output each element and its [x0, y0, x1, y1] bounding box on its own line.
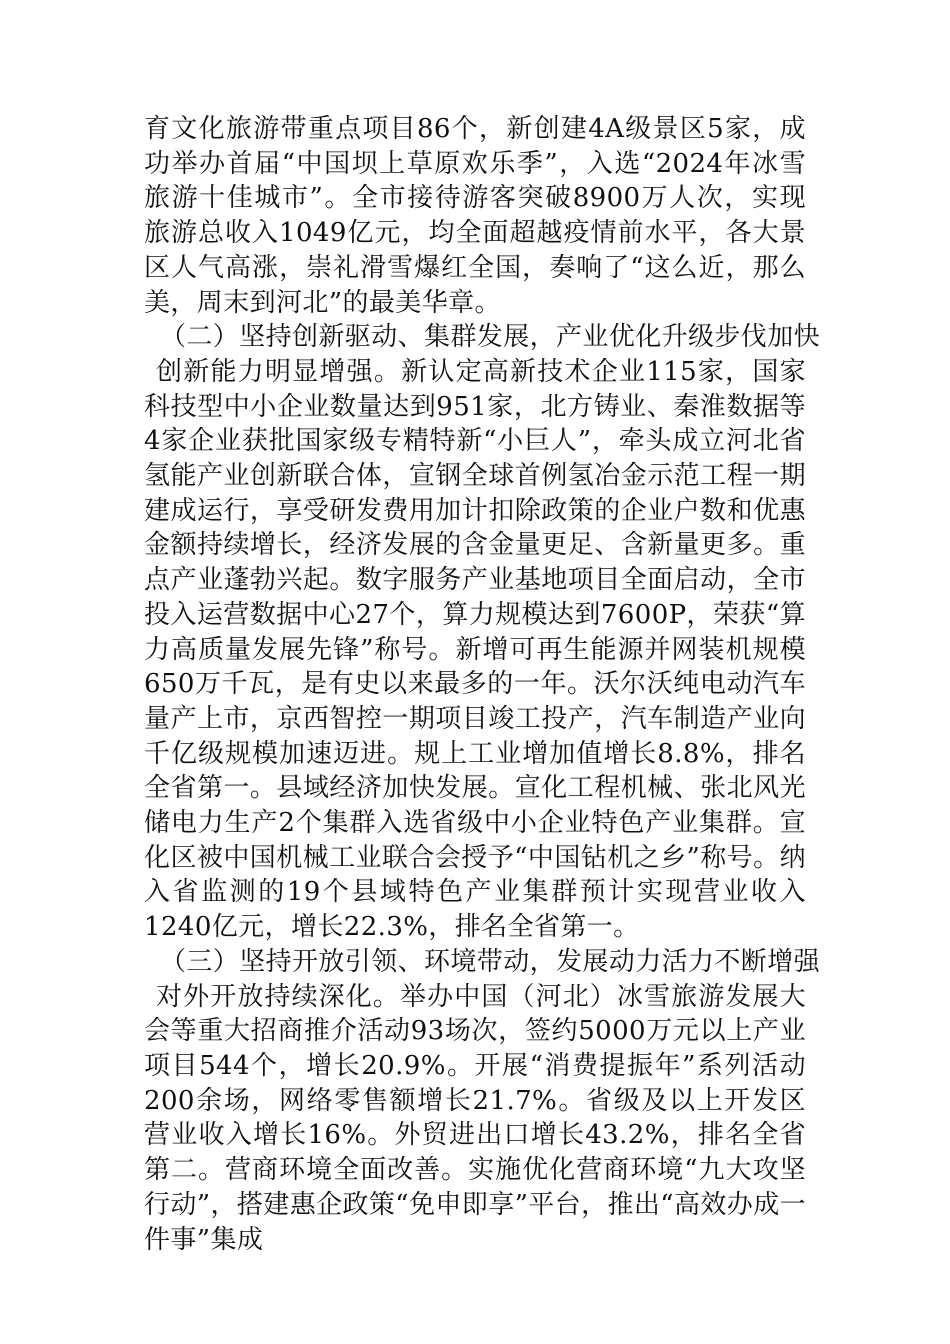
section-heading-innovation: （二）坚持创新驱动、集群发展，产业优化升级步伐加快 [160, 322, 821, 353]
document-body [144, 112, 821, 1257]
section-heading-opening-up: （三）坚持开放引领、环境带动，发展动力活力不断增强 [160, 946, 821, 977]
paragraph-innovation-industry: 创新能力明显增强。新认定高新技术企业115家，国家科技型中小企业数量达到951家，北方铸业、秦淮数据等4家企业获批国家级专精特新“小巨人”，牵头成立河北省氢能产业创新联合体，宣钢全球首例氢冶金示范工程一期建成运行，享受研发费用加计扣除政策的企业户数和优惠金额持续增长，经济发展的含金量更足、含新量更多。重点产业蓬勃兴起。数字服务产业基地项目全面启动，全市投入运营数据中心27个，算力规模达到7600P，荣获“算力高质量发展先锋”称号。新增可再生能源并网装机规模650万千瓦，是有史以来最多的一年。沃尔沃纯电动汽车量产上市，京西智控一期项目竣工投产，汽车制造产业向千亿级规模加速迈进。规上工业增加值增长8.8%，排名全省第一。县域经济加快发展。宣化工程机械、张北风光储电力生产2个集群入选省级中小企业特色产业集群。宣化区被中国机械工业联合会授予“中国钻机之乡”称号。纳入省监测的19个县域特色产业集群预计实现营业收入1240亿元，增长22.3%，排名全省第一。 [144, 356, 806, 943]
paragraph-tourism-summary: 育文化旅游带重点项目86个，新创建4A级景区5家，成功举办首届“中国坝上草原欢乐季”，入选“2024年冰雪旅游十佳城市”。全市接待游客突破8900万人次，实现旅游总收入1049亿元，均全面超越疫情前水平，各大景区人气高涨，崇礼滑雪爆红全国，奏响了“这么近，那么美，周末到河北”的最美华章。 [144, 114, 806, 318]
paragraph-opening-up-business-environment: 对外开放持续深化。举办中国（河北）冰雪旅游发展大会等重大招商推介活动93场次，签约5000万元以上产业项目544个，增长20.9%。开展“消费提振年”系列活动200余场，网络零售额增长21.7%。省级及以上开发区营业收入增长16%。外贸进出口增长43.2%，排名全省第二。营商环境全面改善。实施优化营商环境“九大攻坚行动”，搭建惠企政策“免申即享”平台，推出“高效办成一件事”集成 [144, 981, 806, 1255]
